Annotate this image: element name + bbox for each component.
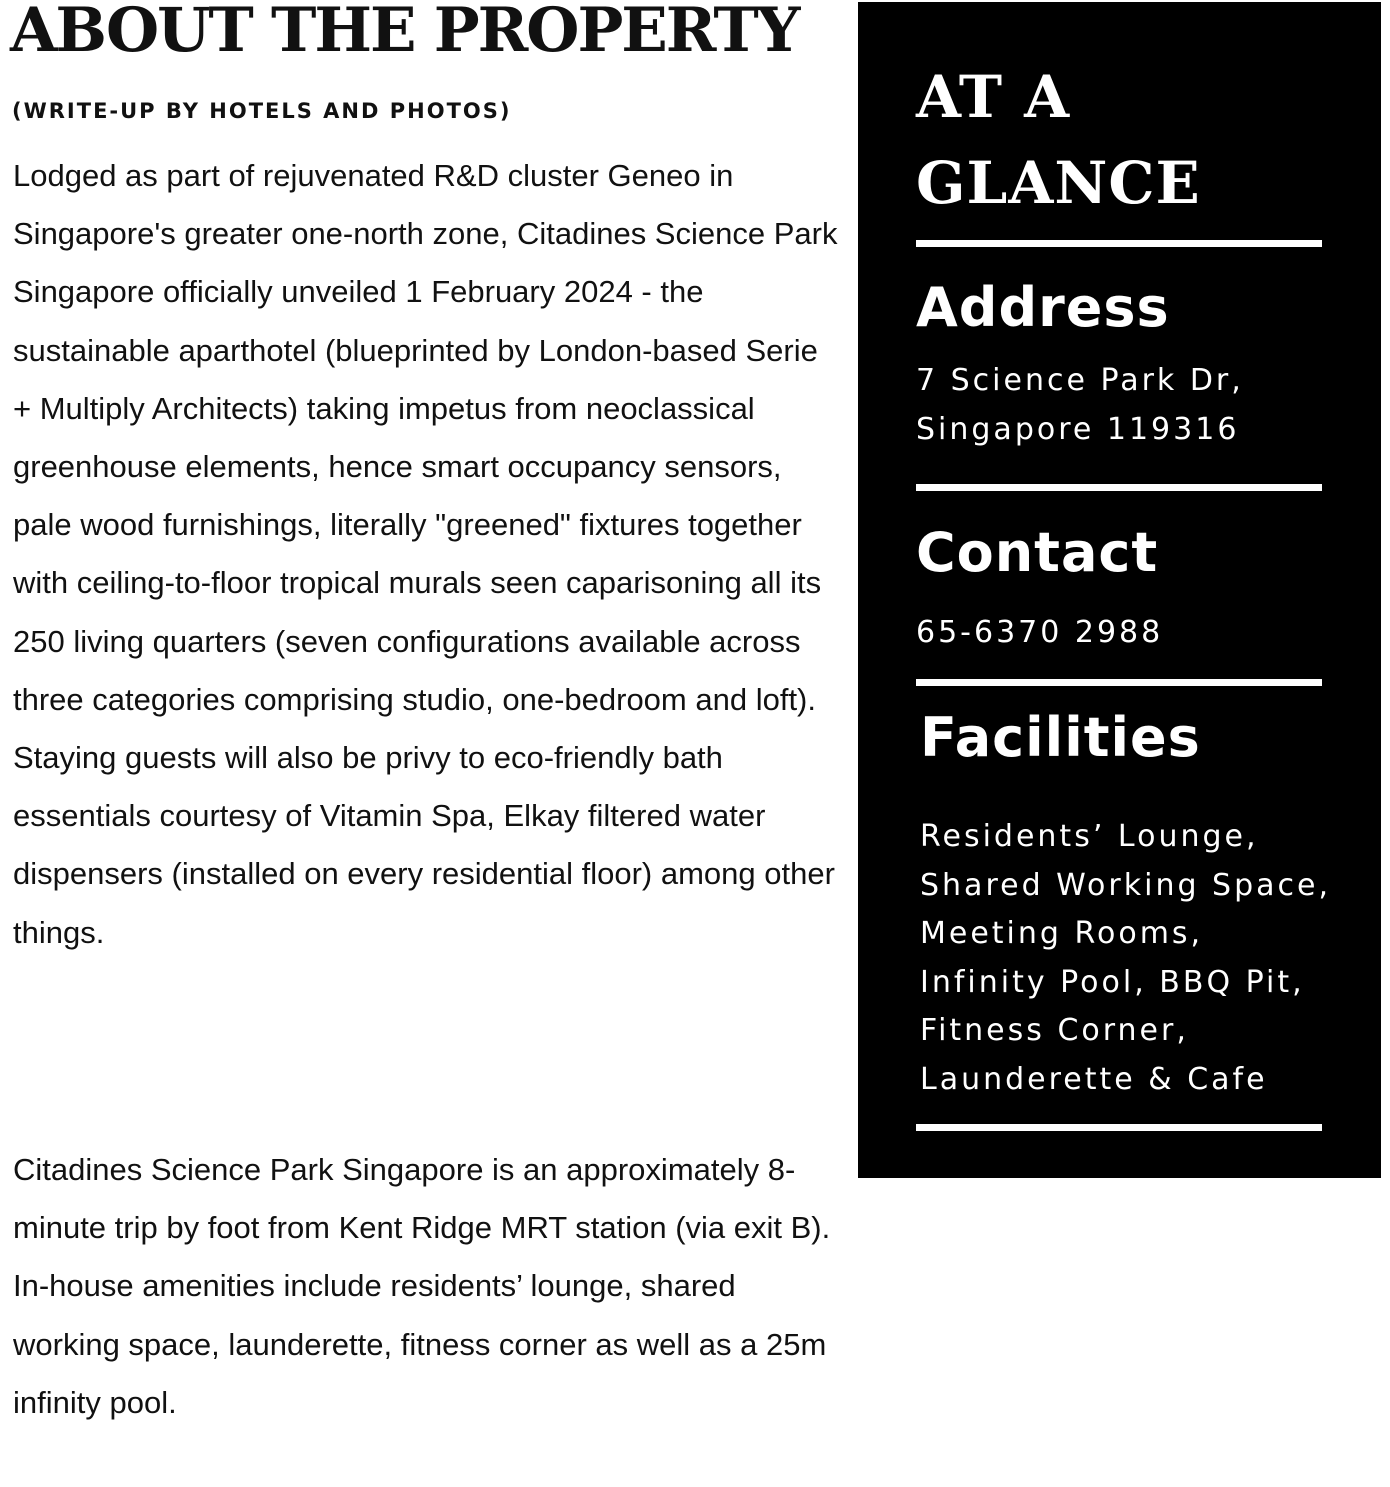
address-line-2: Singapore 119316 [916, 412, 1240, 447]
address-heading: Address [916, 276, 1170, 339]
facility-item: Meeting Rooms, [920, 916, 1204, 951]
page-title: ABOUT THE PROPERTY [10, 0, 799, 66]
photo-credit-subtitle: (WRITE-UP BY HOTELS AND PHOTOS) [12, 99, 512, 123]
address-line-1: 7 Science Park Dr, [916, 363, 1244, 398]
facility-item: Fitness Corner, [920, 1013, 1189, 1048]
facility-item: Infinity Pool, BBQ Pit, [920, 964, 1305, 1000]
facilities-heading: Facilities [920, 706, 1201, 769]
address-text [916, 356, 1244, 454]
article-paragraph-2: Citadines Science Park Singapore is an approximately 8-minute trip by foot from Kent Ridge MRT station (via exit B). In-house amenities include residents’ lounge, shared working space, launderette, fitness corner as well as a 25m infinity pool. [13, 1152, 831, 1420]
article-paragraph-1: Lodged as part of rejuvenated R&D cluster Geneo in Singapore's greater one-north zone, Citadines Science Park Singapore officially unveiled 1 February 2024 - the sustainable aparthotel (blueprinted by London-based Serie + Multiply Architects) taking impetus from neoclassical greenhouse elements, hence smart occupancy sensors, pale wood furnishings, literally "greened" fixtures together with ceiling-to-floor tropical murals seen caparisoning all its 250 living quarters (seven configurations available across three categories comprising studio, one-bedroom and loft). Staying guests will also be privy to eco-friendly bath essentials courtesy of Vitamin Spa, Elkay filtered water dispensers (installed on every residential floor) among other things. [13, 158, 838, 950]
facilities-list [920, 813, 1331, 1104]
contact-phone: 65-6370 2988 [916, 615, 1164, 650]
facility-item: Shared Working Space, [920, 867, 1332, 903]
at-a-glance-title: AT A GLANCE [916, 63, 1201, 217]
contact-heading: Contact [916, 521, 1159, 584]
facility-item: Residents’ Lounge, [920, 819, 1259, 854]
divider [916, 240, 1322, 247]
facility-item: Launderette & Cafe [920, 1061, 1268, 1097]
divider [916, 679, 1322, 686]
divider [916, 484, 1322, 491]
at-a-glance-panel [858, 2, 1381, 1178]
divider [916, 1124, 1322, 1131]
